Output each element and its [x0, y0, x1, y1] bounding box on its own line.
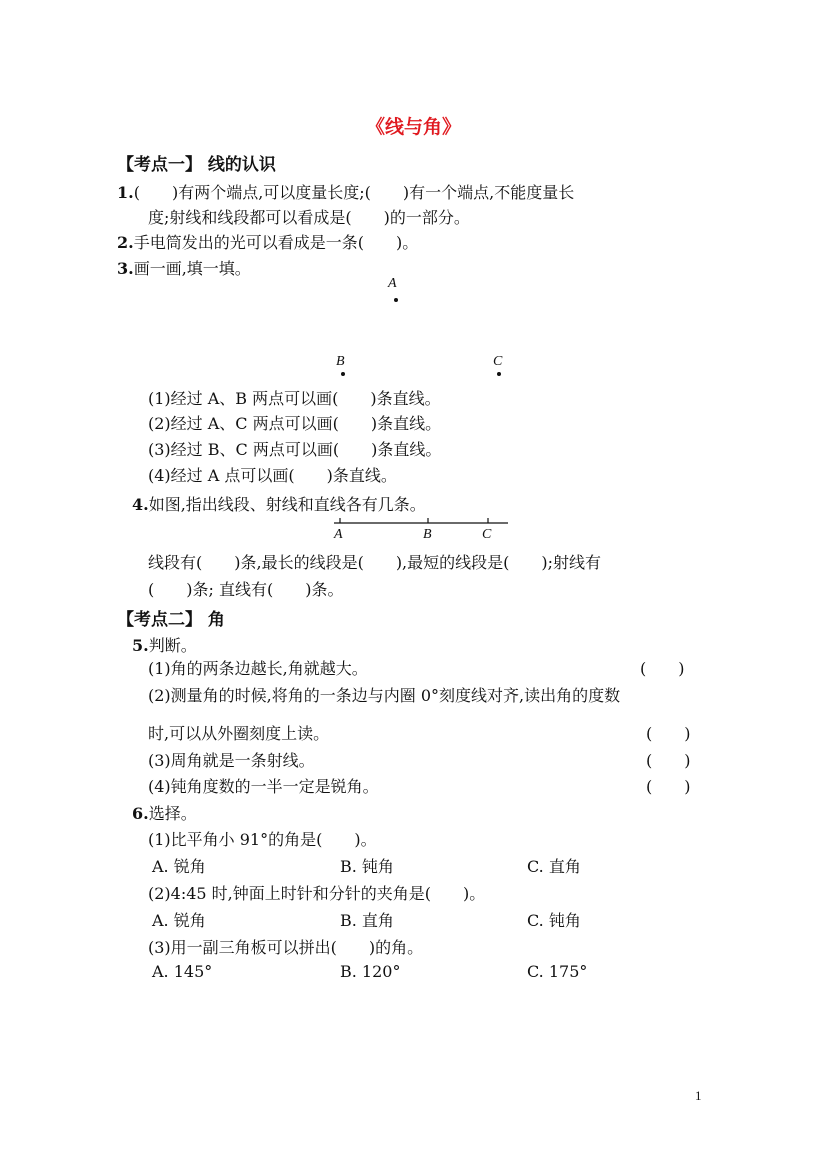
judge-answer-1: ( ) — [640, 659, 685, 678]
section-heading-1: 【考点一】 线的认识 — [117, 155, 276, 175]
judge-item-2-line-2: 时,可以从外圈刻度上读。 — [148, 724, 330, 743]
question-1-line-1: 1.( )有两个端点,可以度量长度;( )有一个端点,不能度量长 — [117, 183, 575, 202]
question-1-line-2: 度;射线和线段都可以看成是( )的一部分。 — [148, 208, 470, 227]
question-4: 4.如图,指出线段、射线和直线各有几条。 — [132, 495, 426, 514]
choice-2-option-b: B. 直角 — [340, 911, 394, 930]
choice-3-option-c: C. 175° — [527, 962, 588, 981]
point-b-dot — [341, 372, 345, 376]
question-6: 6.选择。 — [132, 804, 197, 823]
judge-answer-2: ( ) — [646, 724, 691, 743]
judge-item-4: (4)钝角度数的一半一定是锐角。 — [148, 777, 379, 796]
point-label-c: C — [493, 354, 503, 369]
choice-2-option-a: A. 锐角 — [152, 911, 206, 930]
diagram-label-b: B — [423, 527, 432, 542]
question-4-line-1: 线段有( )条,最长的线段是( ),最短的线段是( );射线有 — [148, 553, 602, 572]
choice-1-option-b: B. 钝角 — [340, 857, 394, 876]
judge-item-2-line-1: (2)测量角的时候,将角的一条边与内圈 0°刻度线对齐,读出角的度数 — [148, 686, 621, 705]
point-c-dot — [497, 372, 501, 376]
diagram-label-c: C — [482, 527, 492, 542]
judge-answer-3: ( ) — [646, 751, 691, 770]
choice-1-stem: (1)比平角小 91°的角是( )。 — [148, 830, 377, 849]
question-3-item-3: (3)经过 B、C 两点可以画( )条直线。 — [148, 440, 442, 459]
question-3-item-4: (4)经过 A 点可以画( )条直线。 — [148, 466, 397, 485]
choice-3-stem: (3)用一副三角板可以拼出( )的角。 — [148, 938, 424, 957]
question-5: 5.判断。 — [132, 636, 197, 655]
judge-answer-4: ( ) — [646, 777, 691, 796]
point-a-dot — [394, 298, 398, 302]
choice-3-option-b: B. 120° — [340, 962, 401, 981]
choice-2-option-c: C. 钝角 — [527, 911, 581, 930]
question-3-item-2: (2)经过 A、C 两点可以画( )条直线。 — [148, 414, 442, 433]
page-number: 1 — [695, 1088, 702, 1103]
question-3: 3.画一画,填一填。 — [117, 259, 251, 278]
judge-item-1: (1)角的两条边越长,角就越大。 — [148, 659, 368, 678]
question-4-line-2: ( )条; 直线有( )条。 — [148, 580, 344, 599]
question-3-item-1: (1)经过 A、B 两点可以画( )条直线。 — [148, 389, 441, 408]
choice-3-option-a: A. 145° — [152, 962, 213, 981]
point-label-b: B — [336, 354, 345, 369]
question-2: 2.手电筒发出的光可以看成是一条( )。 — [117, 233, 419, 252]
judge-item-3: (3)周角就是一条射线。 — [148, 751, 315, 770]
choice-2-stem: (2)4:45 时,钟面上时针和分针的夹角是( )。 — [148, 884, 486, 903]
diagram-label-a: A — [334, 527, 343, 542]
section-heading-2: 【考点二】 角 — [117, 610, 225, 630]
page-title: 《线与角》 — [365, 116, 461, 138]
point-label-a: A — [388, 276, 397, 291]
choice-1-option-c: C. 直角 — [527, 857, 581, 876]
choice-1-option-a: A. 锐角 — [152, 857, 206, 876]
